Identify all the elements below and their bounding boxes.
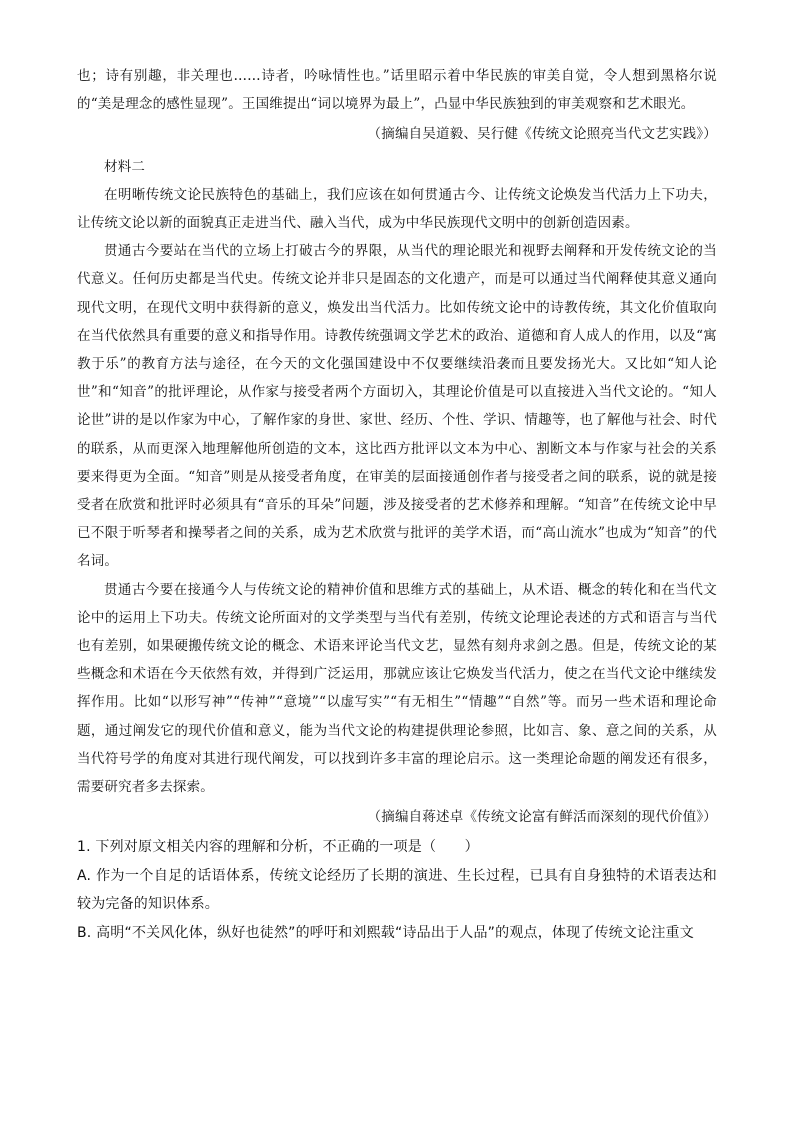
paragraph-3: 贯通古今要在接通今人与传统文论的精神价值和思维方式的基础上，从术语、概念的转化和在当代文论中的运用上下功夫。传统文论所面对的文学类型与当代有差别，传统文论理论表述的方式和语言与当代也有差别，如果硬搬传统文论的概念、术语来评论当代文艺，显然有刻舟求剑之愚。但是，传统文论的某些概念和术语在今天依然有效，并得到广泛运用，那就应该让它焕发当代活力，使之在当代文论中继续发挥作用。比如“以形写神”“传神”“意境”“以虚写实”“有无相生”“情趣”“自然”等。而另一些术语和理论命题，通过阐发它的现代价值和意义，能为当代文论的构建提供理论参照，比如言、象、意之间的关系，从当代符号学的角度对其进行现代阐发，可以找到许多丰富的理论启示。这一类理论命题的阐发还有很多，需要研究者多去探索。 xyxy=(77,581,717,796)
paragraph-1: 在明晰传统文论民族特色的基础上，我们应该在如何贯通古今、让传统文论焕发当代活力上下功夫，让传统文论以新的面貌真正走进当代、融入当代，成为中华民族现代文明中的创新创造因素。 xyxy=(77,186,717,232)
source-citation-1: （摘编自吴道毅、吴行健《传统文论照亮当代文艺实践》） xyxy=(367,126,717,143)
option-b: B. 高明“不关风化体，纵好也徒然”的呼吁和刘熙载“诗品出于人品”的观点，体现了传统文论注重文 xyxy=(77,924,694,941)
option-a: A. 作为一个自足的话语体系，传统文论经历了长期的演进、生长过程，已具有自身独特的术语表达和较为完备的知识体系。 xyxy=(77,867,717,913)
paragraph-continued: 也；诗有别趣，非关理也……诗者，吟咏情性也。”话里昭示着中华民族的审美自觉，令人想到黑格尔说的“美是理念的感性显现”。王国维提出“词以境界为最上”，凸显中华民族独到的审美观察和艺术眼光。 xyxy=(77,68,717,113)
document-body xyxy=(77,62,717,947)
question-stem: 1. 下列对原文相关内容的理解和分析，不正确的一项是（ ） xyxy=(77,839,479,856)
paragraph-2: 贯通古今要站在当代的立场上打破古今的界限，从当代的理论眼光和视野去阐释和开发传统文论的当代意义。任何历史都是当代史。传统文论并非只是固态的文化遗产，而是可以通过当代阐释使其意义通向现代文明，在现代文明中获得新的意义，焕发出当代活力。比如传统文论中的诗教传统，其文化价值取向在当代依然具有重要的意义和指导作用。诗教传统强调文学艺术的政治、道德和育人成人的作用，以及“寓教于乐”的教育方法与途径，在今天的文化强国建设中不仅要继续沿袭而且要发扬光大。又比如“知人论世”和“知音”的批评理论，从作家与接受者两个方面切入，其理论价值是可以直接进入当代文论的。“知人论世”讲的是以作家为中心，了解作家的身世、家世、经历、个性、学识、情趣等，也了解他与社会、时代的联系，从而更深入地理解他所创造的文本，这比西方批评以文本为中心、割断文本与作家与社会的关系要来得更为全面。“知音”则是从接受者角度，在审美的层面接通创作者与接受者之间的联系，说的就是接受者在欣赏和批评时必须具有“音乐的耳朵”问题，涉及接受者的艺术修养和理解。“知音”在传统文论中早已不限于听琴者和操琴者之间的关系，成为艺术欣赏与批评的美学术语，而“高山流水”也成为“知音”的代名词。 xyxy=(77,243,717,570)
section-label-material-2: 材料二 xyxy=(104,158,146,175)
source-citation-2: （摘编自蒋述卓《传统文论富有鲜活而深刻的现代价值》） xyxy=(367,809,717,826)
